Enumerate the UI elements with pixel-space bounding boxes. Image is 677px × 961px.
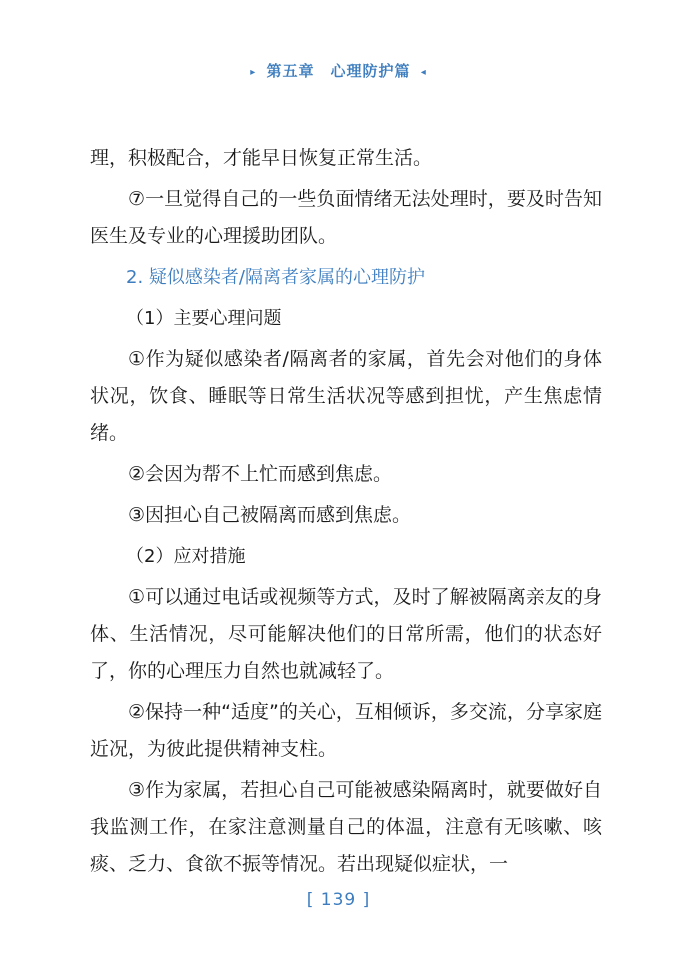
paragraph-measure-3: ③作为家属，若担心自己可能被感染隔离时，就要做好自我监测工作，在家注意测量自己的体温，注意有无咳嗽、咳痰、乏力、食欲不振等情况。若出现疑似症状，一 <box>90 779 602 875</box>
header-left-triangle-icon: ▸ <box>250 66 257 78</box>
subheading-main-problems: （1）主要心理问题 <box>126 308 282 329</box>
paragraph-continuation: 理，积极配合，才能早日恢复正常生活。 <box>90 147 433 169</box>
paragraph-measure-1: ①可以通过电话或视频等方式，及时了解被隔离亲友的身体、生活情况，尽可能解决他们的日常所需，他们的状态好了，你的心理压力自然也就减轻了。 <box>90 586 602 682</box>
running-header <box>0 60 677 81</box>
paragraph-problem-3: ③因担心自己被隔离而感到焦虑。 <box>128 504 412 526</box>
page-number: [ 139 ] <box>306 890 371 910</box>
paragraph-measure-2: ②保持一种“适度”的关心，互相倾诉，多交流，分享家庭近况，为彼此提供精神支柱。 <box>90 701 602 760</box>
subheading-countermeasures: （2）应对措施 <box>126 546 246 567</box>
paragraph-problem-2: ②会因为帮不上忙而感到焦虑。 <box>128 463 393 485</box>
paragraph-item-7: ⑦一旦觉得自己的一些负面情绪无法处理时，要及时告知医生及专业的心理援助团队。 <box>90 188 602 247</box>
header-right-triangle-icon: ◂ <box>420 66 427 78</box>
page-body <box>90 140 602 883</box>
section-heading: 2. 疑似感染者/隔离者家属的心理防护 <box>126 267 425 288</box>
chapter-title: 第五章 心理防护篇 <box>266 62 411 80</box>
paragraph-problem-1: ①作为疑似感染者/隔离者的家属，首先会对他们的身体状况，饮食、睡眠等日常生活状况等感到担忧，产生焦虑情绪。 <box>90 348 602 444</box>
